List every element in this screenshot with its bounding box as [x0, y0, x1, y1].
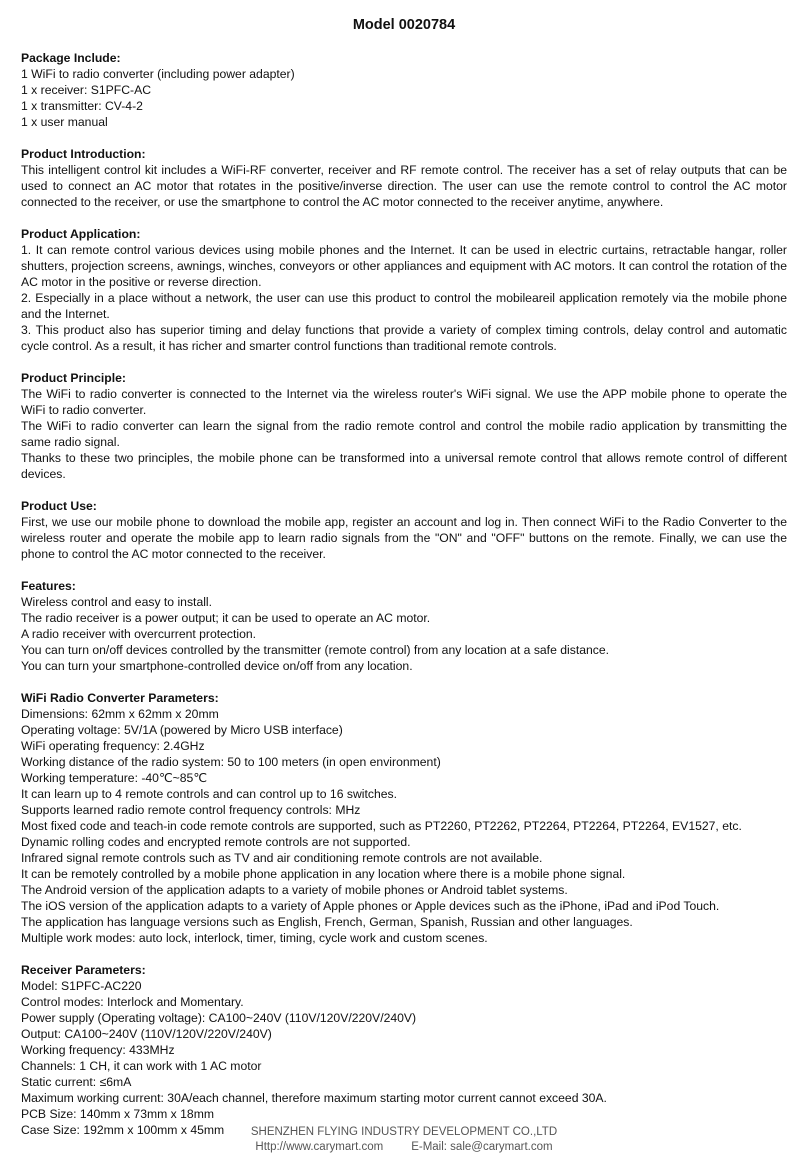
wifi-param-item: Infrared signal remote controls such as TV and air conditioning remote controls are not available. [21, 851, 543, 865]
application-paragraph: 1. It can remote control various devices using mobile phones and the Internet. It can be used in electric curtains, retractable hangar, roller shutters, projection screens, awnings, winches, conveyors or other appliances and equipment with AC motors. It can control the rotation of the AC motor in the positive or reverse direction. [21, 243, 787, 289]
footer-company: SHENZHEN FLYING INDUSTRY DEVELOPMENT CO.,LTD [250, 1126, 558, 1138]
principle-paragraph: Thanks to these two principles, the mobile phone can be transformed into a universal remote control that allows remote control of different devices. [21, 451, 787, 481]
document-page [21, 0, 787, 1138]
use-section [21, 498, 787, 562]
package-item: 1 x user manual [21, 115, 108, 129]
footer-contact [0, 1140, 808, 1155]
principle-section [21, 370, 787, 482]
receiver-param-item: Model: S1PFC-AC220 [21, 979, 142, 993]
footer-email: E-Mail: sale@carymart.com [411, 1141, 553, 1153]
wifi-param-item: It can be remotely controlled by a mobile phone application in any location where there is a mobile phone signal. [21, 867, 626, 881]
receiver-param-item: Maximum working current: 30A/each channel, therefore maximum starting motor current cannot exceed 30A. [21, 1091, 607, 1105]
receiver-param-item: Control modes: Interlock and Momentary. [21, 995, 244, 1009]
receiver-param-item: Working frequency: 433MHz [21, 1043, 175, 1057]
package-item: 1 WiFi to radio converter (including power adapter) [21, 67, 295, 81]
receiver-param-item: Power supply (Operating voltage): CA100~240V (110V/120V/220V/240V) [21, 1011, 417, 1025]
footer-website: Http://www.carymart.com [255, 1141, 384, 1153]
wifi-param-item: The iOS version of the application adapts to a variety of Apple phones or Apple devices such as the iPhone, iPad and iPod Touch. [21, 899, 720, 913]
wifi-param-item: The application has language versions such as English, French, German, Spanish, Russian and other languages. [21, 915, 633, 929]
feature-item: Wireless control and easy to install. [21, 595, 213, 609]
introduction-heading: Product Introduction: [21, 147, 146, 161]
wifi-param-item: Working distance of the radio system: 50 to 100 meters (in open environment) [21, 755, 441, 769]
principle-paragraph: The WiFi to radio converter is connected to the Internet via the wireless router's WiFi signal. We use the APP mobile phone to operate the WiFi to radio converter. [21, 387, 787, 417]
wifi-param-item: Multiple work modes: auto lock, interlock, timer, timing, cycle work and custom scenes. [21, 931, 488, 945]
wifi-param-item: The Android version of the application adapts to a variety of mobile phones or Android tablet systems. [21, 883, 568, 897]
receiver-param-item: PCB Size: 140mm x 73mm x 18mm [21, 1107, 215, 1121]
wifi-param-item: Operating voltage: 5V/1A (powered by Micro USB interface) [21, 723, 343, 737]
page-footer [0, 1125, 808, 1155]
package-item: 1 x transmitter: CV-4-2 [21, 99, 143, 113]
feature-item: You can turn your smartphone-controlled device on/off from any location. [21, 659, 413, 673]
wifi-params-heading: WiFi Radio Converter Parameters: [21, 691, 219, 705]
features-heading: Features: [21, 579, 76, 593]
receiver-param-item: Case Size: 192mm x 100mm x 45mm [21, 1123, 225, 1137]
feature-item: The radio receiver is a power output; it can be used to operate an AC motor. [21, 611, 431, 625]
use-text: First, we use our mobile phone to download the mobile app, register an account and log in. Then connect WiFi to the Radio Converter to the wireless router and operate the mobile app to learn radio signals from the "ON" and "OFF" buttons on the remote. Finally, we can use the phone to control the AC motor connected to the receiver. [21, 515, 787, 561]
wifi-param-item: WiFi operating frequency: 2.4GHz [21, 739, 205, 753]
feature-item: You can turn on/off devices controlled by the transmitter (remote control) from any location at a safe distance. [21, 643, 610, 657]
principle-heading: Product Principle: [21, 371, 126, 385]
receiver-param-item: Output: CA100~240V (110V/120V/220V/240V) [21, 1027, 272, 1041]
wifi-param-item: Dimensions: 62mm x 62mm x 20mm [21, 707, 219, 721]
use-heading: Product Use: [21, 499, 97, 513]
features-section [21, 578, 787, 674]
application-section [21, 226, 787, 354]
application-paragraph: 2. Especially in a place without a network, the user can use this product to control the mobileareil application remotely via the mobile phone and the Internet. [21, 291, 787, 321]
wifi-params-section [21, 690, 787, 946]
receiver-params-heading: Receiver Parameters: [21, 963, 146, 977]
page-title: Model 0020784 [352, 17, 456, 33]
receiver-param-item: Channels: 1 CH, it can work with 1 AC motor [21, 1059, 262, 1073]
introduction-section [21, 146, 787, 210]
wifi-param-item: It can learn up to 4 remote controls and can control up to 16 switches. [21, 787, 397, 801]
receiver-params-section [21, 962, 787, 1138]
wifi-param-item: Dynamic rolling codes and encrypted remote controls are not supported. [21, 835, 411, 849]
application-paragraph: 3. This product also has superior timing and delay functions that provide a variety of complex timing controls, delay control and automatic cycle control. As a result, it has richer and smarter control functions than traditional remote controls. [21, 323, 787, 353]
package-item: 1 x receiver: S1PFC-AC [21, 83, 152, 97]
package-section [21, 50, 787, 130]
application-heading: Product Application: [21, 227, 141, 241]
package-heading: Package Include: [21, 51, 121, 65]
receiver-param-item: Static current: ≤6mA [21, 1075, 132, 1089]
wifi-param-item: Most fixed code and teach-in code remote controls are supported, such as PT2260, PT2262, PT2264, PT2264, PT2264, EV1527, etc. [21, 819, 742, 833]
wifi-param-item: Working temperature: -40℃~85℃ [21, 771, 208, 785]
principle-paragraph: The WiFi to radio converter can learn the signal from the radio remote control and control the mobile radio application by transmitting the same radio signal. [21, 419, 787, 449]
introduction-text: This intelligent control kit includes a WiFi-RF converter, receiver and RF remote control. The receiver has a set of relay outputs that can be used to connect an AC motor that rotates in the positive/inverse direction. The user can use the remote control to control the AC motor connected to the receiver, or use the smartphone to control the AC motor connected to the receiver anytime, anywhere. [21, 163, 787, 209]
feature-item: A radio receiver with overcurrent protection. [21, 627, 257, 641]
wifi-param-item: Supports learned radio remote control frequency controls: MHz [21, 803, 361, 817]
